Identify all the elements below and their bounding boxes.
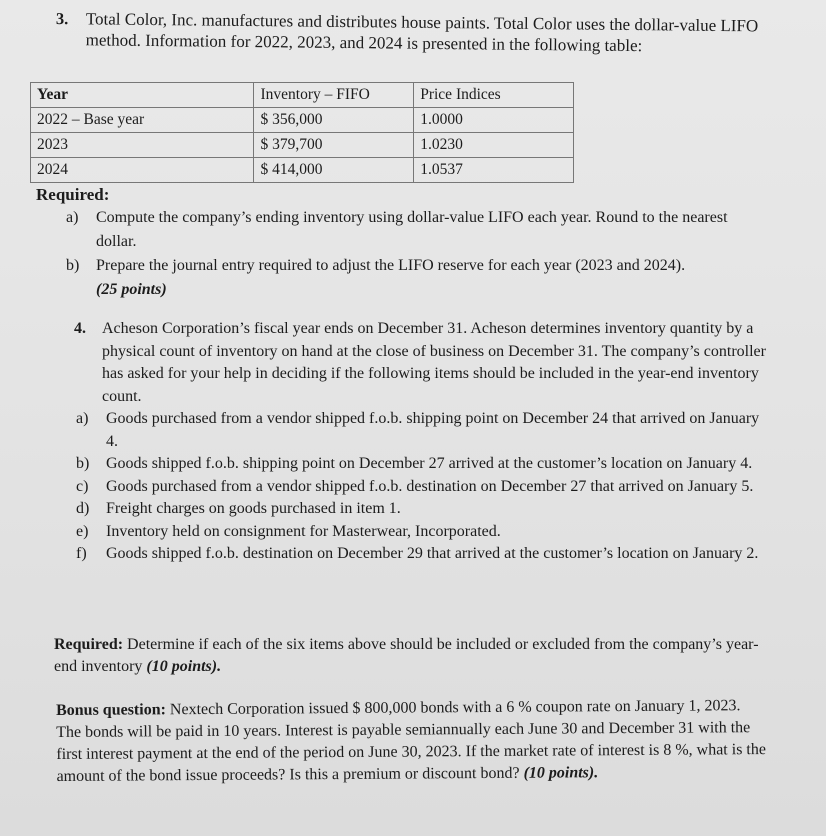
- item-text: Goods shipped f.o.b. destination on December 29 that arrived at the customer’s location on January 2.: [106, 545, 759, 562]
- table-row: [31, 108, 574, 133]
- item-text: Compute the company’s ending inventory using dollar-value LIFO each year. Round to the nearest dollar.: [96, 209, 728, 250]
- header-inventory-fifo: Inventory – FIFO: [254, 83, 414, 108]
- cell-inventory: $ 414,000: [254, 158, 414, 183]
- item-label: d): [76, 500, 90, 517]
- question-3-item-b: [66, 254, 766, 302]
- question-4-number: 4.: [74, 320, 86, 337]
- item-label: c): [76, 477, 89, 495]
- list-item: [76, 521, 766, 544]
- item-label: e): [76, 522, 89, 540]
- item-text: Goods purchased from a vendor shipped f.o.b. destination on December 27 that arrived on January 5.: [106, 477, 754, 495]
- item-label: b): [76, 455, 90, 472]
- question-4-items: [74, 408, 766, 566]
- table-row: [31, 158, 574, 183]
- question-4: [74, 318, 766, 566]
- list-item: [76, 453, 766, 476]
- header-price-indices: Price Indices: [414, 83, 574, 108]
- question-3: [56, 8, 770, 57]
- item-label: a): [76, 410, 89, 427]
- item-text: Goods shipped f.o.b. shipping point on December 27 arrived at the customer’s location on January 4.: [106, 455, 753, 472]
- bonus-question: [56, 695, 767, 788]
- cell-year: 2023: [31, 133, 254, 158]
- question-4-required-text: Determine if each of the six items above should be included or excluded from the company’s year-end inventory: [54, 636, 759, 675]
- question-3-required-label: Required:: [36, 185, 110, 204]
- item-label: b): [66, 257, 80, 274]
- list-item: [76, 476, 766, 499]
- cell-inventory: $ 379,700: [254, 133, 414, 158]
- item-label: f): [76, 545, 87, 562]
- bonus-points: (10 points).: [523, 764, 599, 782]
- question-4-required-label: Required:: [54, 636, 124, 653]
- question-4-required: [54, 634, 766, 678]
- cell-index: 1.0000: [414, 108, 574, 133]
- item-text: Prepare the journal entry required to adjust the LIFO reserve for each year (2023 and 2024).: [96, 257, 686, 274]
- cell-inventory: $ 356,000: [254, 108, 414, 133]
- item-text: Goods purchased from a vendor shipped f.o.b. shipping point on December 24 that arrived on January 4.: [106, 410, 760, 450]
- question-3-text: Total Color, Inc. manufactures and distributes house paints. Total Color uses the dollar-value LIFO method. Information for 2022, 2023, and 2024 is presented in the following table:: [85, 9, 759, 56]
- header-year: Year: [31, 83, 254, 108]
- question-3-number: 3.: [55, 8, 69, 29]
- question-3-intro: [56, 8, 770, 57]
- inventory-table: [30, 82, 574, 183]
- list-item: [76, 543, 766, 566]
- list-item: [76, 498, 766, 521]
- table-row: [31, 133, 574, 158]
- table-header-row: [31, 83, 574, 108]
- bonus-text: Nextech Corporation issued $ 800,000 bonds with a 6 % coupon rate on January 1, 2023. The bonds will be paid in 10 years. Interest is payable semiannually each June 30 and December 31 with the first interest payment at the end of the period on June 30, 2023. If the market rate of interest is 8 %, what is the amount of the bond issue proceeds? Is this a premium or discount bond?: [56, 697, 767, 785]
- item-text: Inventory held on consignment for Masterwear, Incorporated.: [106, 522, 501, 540]
- question-4-intro: [74, 318, 766, 408]
- question-3-item-a: [66, 206, 766, 254]
- item-label: a): [66, 209, 79, 226]
- question-3-points: (25 points): [96, 281, 167, 298]
- question-4-text: Acheson Corporation’s fiscal year ends on December 31. Acheson determines inventory quantity by a physical count of inventory on hand at the close of business on December 31. The company’s controller has asked for your help in deciding if the following items should be included in the year-end inventory count.: [102, 320, 766, 405]
- cell-year: 2022 – Base year: [31, 108, 254, 133]
- bonus-label: Bonus question:: [56, 701, 166, 719]
- cell-year: 2024: [31, 158, 254, 183]
- item-text: Freight charges on goods purchased in item 1.: [106, 500, 401, 517]
- cell-index: 1.0537: [414, 158, 574, 183]
- question-4-points: (10 points).: [146, 658, 222, 675]
- list-item: [76, 408, 766, 453]
- cell-index: 1.0230: [414, 133, 574, 158]
- question-3-required: [36, 184, 766, 302]
